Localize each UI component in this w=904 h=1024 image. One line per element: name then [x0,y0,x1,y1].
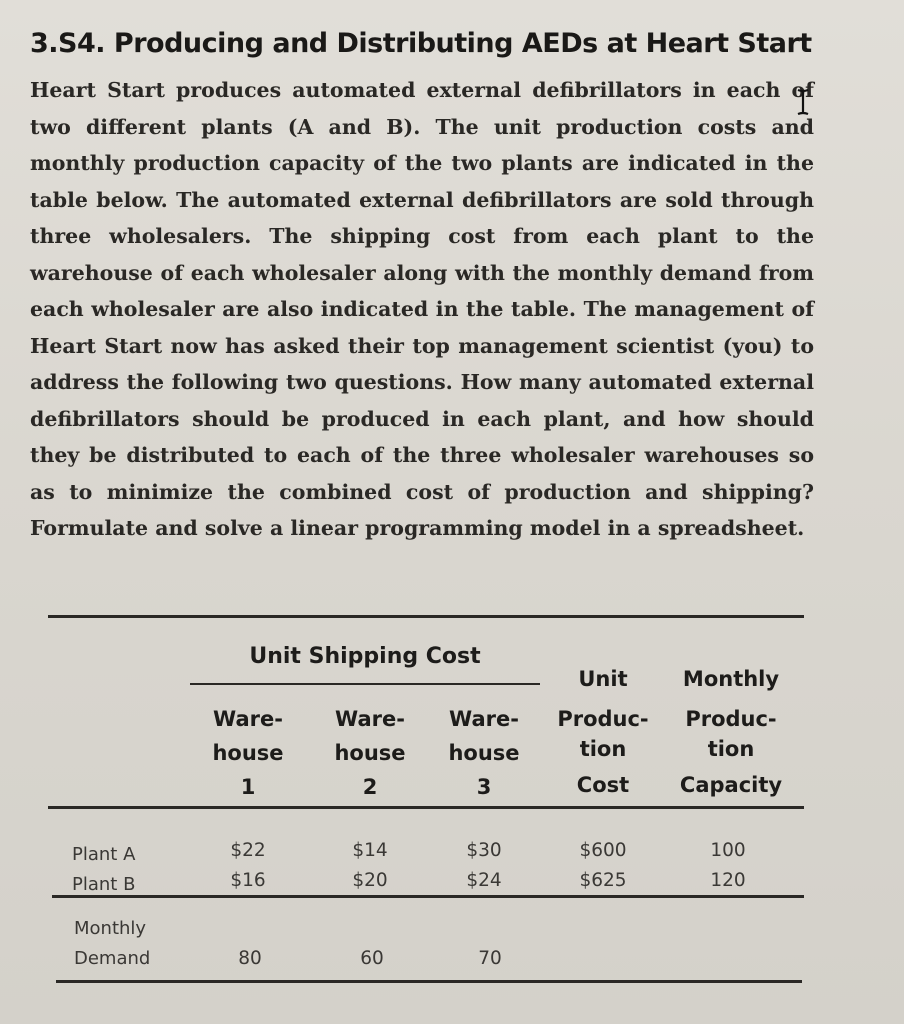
row-label-plant-b: Plant B [72,874,136,895]
cell-plant-a-warehouse-1: $22 [230,840,266,861]
problem-text: Heart Start produces automated external defibrillators in each of two different plants (A and B). The unit production costs and monthly production capacity of the two plants are indicated in the table below. The automated external defibrillators are sold through three wholesalers. The shipping cost from each plant to the warehouse of each wholesaler along with the monthly demand from each wholesaler are also indicated in the table. The management of Heart Start now has asked their top management scientist (you) to address the following two questions. How many automated external defibrillators should be produced in each plant, and how should they be distributed to each of the three wholesaler warehouses so as to minimize the combined cost of production and shipping? Formulate and solve a linear programming model in a spreadsheet. [30,78,814,540]
cell-demand-warehouse-2: 60 [360,948,384,969]
cell-plant-b-capacity: 120 [710,870,746,891]
cell-plant-b-production-cost: $625 [579,870,627,891]
cell-plant-a-capacity: 100 [710,840,746,861]
cell-plant-a-warehouse-2: $14 [352,840,388,861]
table-top-rule [48,615,804,618]
cell-plant-a-production-cost: $600 [579,840,627,861]
group-header-rule [190,683,540,685]
cell-plant-b-warehouse-2: $20 [352,870,388,891]
cell-plant-a-warehouse-3: $30 [466,840,502,861]
textbook-page: 3.S4. Producing and Distributing AEDs at Heart Start Heart Start produces automated external defibrillators in each of two different plants (A and B). The unit production costs and monthly production capacity of the two plants are indicated in the table below. The automated external defibrillators are sold through three wholesalers. The shipping cost from each plant to the warehouse of each wholesaler along with the monthly demand from each wholesaler are also indicated in the table. The management of Heart Start now has asked their top management scientist (you) to address the following two questions. How many automated external defibrillators should be produced in each plant, and how should they be distributed to each of the three wholesaler warehouses so as to minimize the combined cost of production and shipping? Formulate and solve a linear programming model in a spreadsheet. Unit Shipping Cost Ware- house 1 Ware- house 2 Ware- house 3 Unit Produc- tion Cost Monthly Produc- tion Capacity Plant A $22 $14 $30 $600 100 Plant B $16 $20 $24 $625 120 Monthly Demand 80 60 70 [0,0,904,1024]
row-label-plant-a: Plant A [72,844,136,865]
table-bottom-rule [56,980,802,983]
cell-demand-warehouse-3: 70 [478,948,502,969]
header-bottom-rule [48,806,804,809]
problem-title: 3.S4. Producing and Distributing AEDs at Heart Start [30,28,812,59]
cell-plant-b-warehouse-3: $24 [466,870,502,891]
text-cursor-icon [796,88,810,116]
group-header: Unit Shipping Cost [249,644,481,669]
cell-demand-warehouse-1: 80 [238,948,262,969]
row-label-demand: Demand [74,948,151,969]
cell-plant-b-warehouse-1: $16 [230,870,266,891]
row-label-monthly: Monthly [74,918,147,939]
